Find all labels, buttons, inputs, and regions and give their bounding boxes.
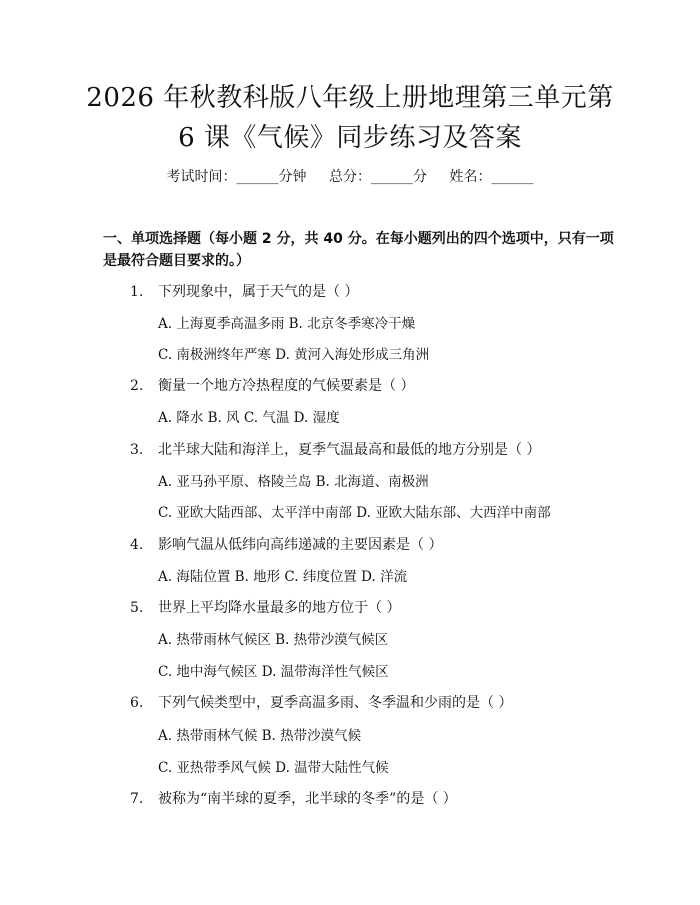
question-text: 下列气候类型中，夏季高温多雨、冬季温和少雨的是（ ） <box>158 695 513 711</box>
question-1-options-line-2: C. 南极洲终年严寒 D. 黄河入海处形成三角洲 <box>158 347 430 363</box>
question-number: 1. <box>130 284 144 300</box>
question-text: 世界上平均降水量最多的地方位于（ ） <box>158 600 401 616</box>
question-5 <box>130 598 400 618</box>
question-1 <box>130 282 358 302</box>
question-1-options-line-1: A. 上海夏季高温多雨 B. 北京冬季寒冷干燥 <box>158 316 416 332</box>
question-number: 7. <box>130 791 144 807</box>
question-3-options-line-2: C. 亚欧大陆西部、太平洋中南部 D. 亚欧大陆东部、大西洋中南部 <box>158 505 551 521</box>
question-6 <box>130 693 512 713</box>
question-3-options-line-1: A. 亚马孙平原、格陵兰岛 B. 北海道、南极洲 <box>158 474 429 490</box>
question-5-options-line-1: A. 热带雨林气候区 B. 热带沙漠气候区 <box>158 632 389 648</box>
question-number: 4. <box>130 537 144 553</box>
question-text: 影响气温从低纬向高纬递减的主要因素是（ ） <box>158 537 443 553</box>
question-7 <box>130 789 457 809</box>
document-title-line-2: 6 课《气候》同步练习及答案 <box>178 123 522 153</box>
exam-score-field: 总分：______分 <box>329 169 427 185</box>
question-6-options-line-1: A. 热带雨林气候 B. 热带沙漠气候 <box>158 728 362 744</box>
section-heading-line-2: 是最符合题目要求的。） <box>103 253 250 269</box>
question-number: 3. <box>130 442 144 458</box>
document-title-line-1: 2026 年秋教科版八年级上册地理第三单元第 <box>86 83 614 113</box>
section-heading-line-1: 一、单项选择题（每小题 2 分，共 40 分。在每小题列出的四个选项中，只有一项 <box>103 231 614 247</box>
question-number: 2. <box>130 378 144 394</box>
exam-info <box>0 166 700 186</box>
question-6-options-line-2: C. 亚热带季风气候 D. 温带大陆性气候 <box>158 760 389 776</box>
question-5-options-line-2: C. 地中海气候区 D. 温带海洋性气候区 <box>158 664 389 680</box>
question-4-options-line-1: A. 海陆位置 B. 地形 C. 纬度位置 D. 洋流 <box>158 569 408 585</box>
question-4 <box>130 535 442 555</box>
question-number: 6. <box>130 695 144 711</box>
question-3 <box>130 440 540 460</box>
exam-name-field: 姓名：______ <box>449 169 534 185</box>
question-number: 5. <box>130 600 144 616</box>
question-2-options-line-1: A. 降水 B. 风 C. 气温 D. 湿度 <box>158 410 340 426</box>
exam-time-field: 考试时间：______分钟 <box>166 169 307 185</box>
question-text: 北半球大陆和海洋上，夏季气温最高和最低的地方分别是（ ） <box>158 442 541 458</box>
question-2 <box>130 376 414 396</box>
question-text: 下列现象中，属于天气的是（ ） <box>158 284 359 300</box>
question-text: 被称为“南半球的夏季，北半球的冬季”的是（ ） <box>158 791 457 807</box>
question-text: 衡量一个地方冷热程度的气候要素是（ ） <box>158 378 415 394</box>
